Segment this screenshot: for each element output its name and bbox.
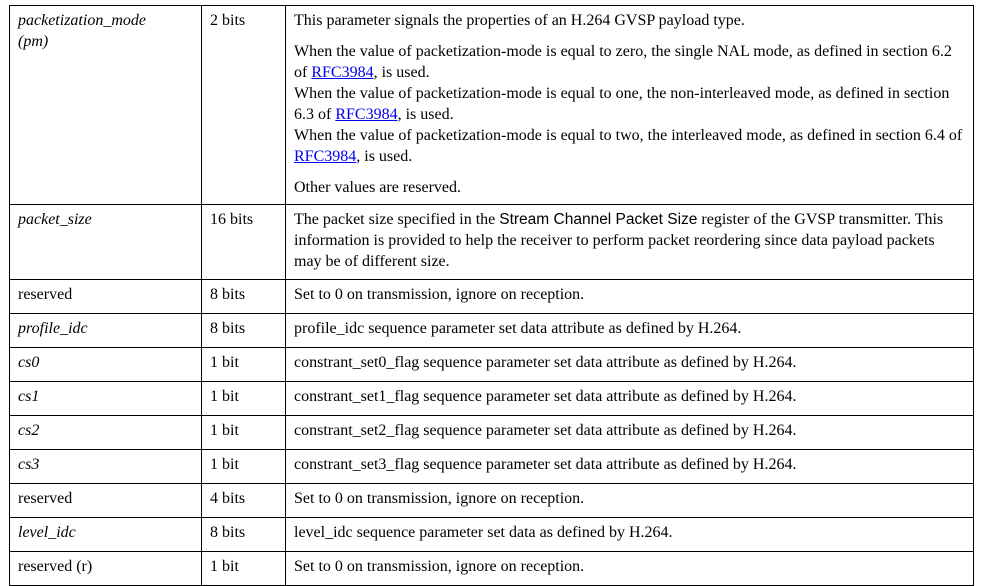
description-paragraph: This parameter signals the properties of an H.264 GVSP payload type. xyxy=(294,12,745,29)
field-name-cell xyxy=(10,280,202,314)
field-name: cs2 xyxy=(18,422,40,439)
field-name: cs1 xyxy=(18,388,40,405)
field-description-cell xyxy=(286,205,974,280)
field-size: 4 bits xyxy=(210,490,246,507)
description-text: , is used. xyxy=(397,106,454,123)
field-name-cell xyxy=(10,205,202,280)
description-text: constrant_set3_flag sequence parameter set data attribute as defined by H.264. xyxy=(294,456,797,473)
field-description-cell xyxy=(286,450,974,484)
field-description-cell xyxy=(286,348,974,382)
description-paragraph xyxy=(294,125,965,167)
field-name: reserved (r) xyxy=(18,558,93,575)
field-size: 1 bit xyxy=(210,422,239,439)
table-row xyxy=(10,382,974,416)
register-name: Stream Channel Packet Size xyxy=(499,211,698,228)
description-text: level_idc sequence parameter set data as defined by H.264. xyxy=(294,524,673,541)
rfc3984-link[interactable]: RFC3984 xyxy=(311,64,374,81)
field-size-cell xyxy=(202,416,286,450)
field-size-cell xyxy=(202,484,286,518)
description-text: Set to 0 on transmission, ignore on reception. xyxy=(294,286,585,303)
description-text: When the value of packetization-mode is equal to one, the non-interleaved mode, as defined in section 6.3 of xyxy=(294,85,950,123)
field-description-cell xyxy=(286,416,974,450)
field-description-cell xyxy=(286,6,974,205)
field-size-cell xyxy=(202,205,286,280)
table-row xyxy=(10,6,974,205)
field-size: 1 bit xyxy=(210,354,239,371)
field-description-cell xyxy=(286,382,974,416)
field-name: profile_idc xyxy=(18,320,88,337)
description-text: Set to 0 on transmission, ignore on reception. xyxy=(294,558,585,575)
field-name: packet_size xyxy=(18,211,92,228)
field-size: 2 bits xyxy=(210,12,246,29)
field-size: 8 bits xyxy=(210,524,246,541)
field-name-cell xyxy=(10,6,202,205)
description-paragraph: Other values are reserved. xyxy=(294,179,462,196)
field-name: level_idc xyxy=(18,524,76,541)
field-name-abbrev: (pm) xyxy=(18,33,49,50)
description-text: When the value of packetization-mode is equal to two, the interleaved mode, as defined in section 6.4 of xyxy=(294,127,963,144)
field-size: 8 bits xyxy=(210,286,246,303)
field-name-cell xyxy=(10,552,202,586)
field-size-cell xyxy=(202,314,286,348)
field-size: 1 bit xyxy=(210,456,239,473)
field-size-cell xyxy=(202,280,286,314)
description-text: constrant_set1_flag sequence parameter set data attribute as defined by H.264. xyxy=(294,388,797,405)
description-text: , is used. xyxy=(356,148,413,165)
field-size: 1 bit xyxy=(210,558,239,575)
table-row xyxy=(10,552,974,586)
field-description-cell xyxy=(286,484,974,518)
field-name: cs0 xyxy=(18,354,40,371)
description-text: Set to 0 on transmission, ignore on reception. xyxy=(294,490,585,507)
description-text: The packet size specified in the xyxy=(294,211,500,228)
table-row xyxy=(10,205,974,280)
description-text: constrant_set0_flag sequence parameter set data attribute as defined by H.264. xyxy=(294,354,797,371)
rfc3984-link[interactable]: RFC3984 xyxy=(335,106,398,123)
field-name-cell xyxy=(10,382,202,416)
description-paragraph xyxy=(294,41,965,83)
parameter-table xyxy=(9,5,974,586)
table-row xyxy=(10,348,974,382)
description-text: When the value of packetization-mode is equal to zero, the single NAL mode, as defined in section 6.2 of xyxy=(294,43,952,81)
field-name: reserved xyxy=(18,490,73,507)
table-row xyxy=(10,314,974,348)
field-name-cell xyxy=(10,314,202,348)
table-row xyxy=(10,518,974,552)
field-size-cell xyxy=(202,6,286,205)
rfc3984-link[interactable]: RFC3984 xyxy=(294,148,357,165)
table-row xyxy=(10,450,974,484)
table-row xyxy=(10,416,974,450)
field-description-cell xyxy=(286,280,974,314)
field-name-cell xyxy=(10,484,202,518)
field-description-cell xyxy=(286,552,974,586)
description-text: constrant_set2_flag sequence parameter set data attribute as defined by H.264. xyxy=(294,422,797,439)
field-name-cell xyxy=(10,518,202,552)
table-row xyxy=(10,280,974,314)
field-size-cell xyxy=(202,518,286,552)
table-row xyxy=(10,484,974,518)
field-name: reserved xyxy=(18,286,73,303)
field-size: 16 bits xyxy=(210,211,254,228)
field-description-cell xyxy=(286,314,974,348)
description-text: , is used. xyxy=(373,64,430,81)
field-name-cell xyxy=(10,450,202,484)
field-size-cell xyxy=(202,450,286,484)
field-name: cs3 xyxy=(18,456,40,473)
field-size-cell xyxy=(202,552,286,586)
field-size: 8 bits xyxy=(210,320,246,337)
field-name: packetization_mode xyxy=(18,12,146,29)
field-name-cell xyxy=(10,348,202,382)
field-size-cell xyxy=(202,382,286,416)
description-text: profile_idc sequence parameter set data attribute as defined by H.264. xyxy=(294,320,742,337)
field-description-cell xyxy=(286,518,974,552)
field-name-cell xyxy=(10,416,202,450)
description-paragraph xyxy=(294,83,965,125)
description-text: register of the GVSP transmitter. This information is provided to help the receiver to perform packet reordering since data payload packets may be of different size. xyxy=(294,211,944,270)
field-size: 1 bit xyxy=(210,388,239,405)
field-size-cell xyxy=(202,348,286,382)
